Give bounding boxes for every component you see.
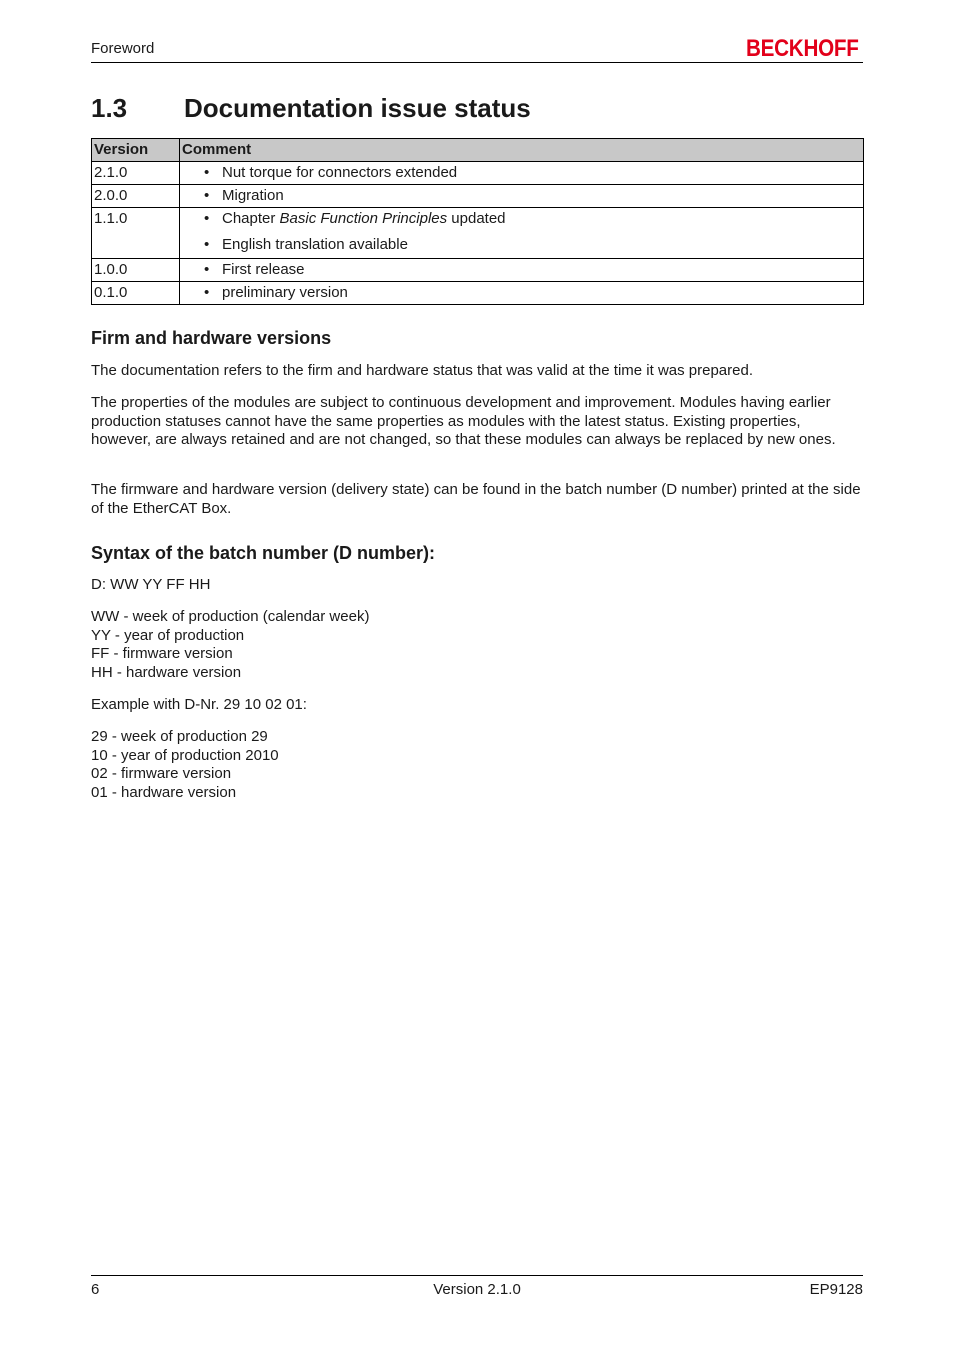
- bullet-icon: •: [204, 284, 210, 301]
- firm-paragraph-2: The properties of the modules are subject to continuous development and improvement. Modules having earlier production statuses cannot have the same properties as modules with the latest status. Existing properties, however, are always retained and are not changed, so that these modules can always be replaced by new ones.: [91, 394, 836, 448]
- column-header-comment: Comment: [180, 139, 864, 162]
- header-section-title: Foreword: [91, 40, 155, 57]
- column-header-version: Version: [92, 139, 180, 162]
- firm-paragraph-3: The firmware and hardware version (delivery state) can be found in the batch number (D number) printed at the side of the EtherCAT Box.: [91, 481, 861, 517]
- comment-cell: [180, 162, 864, 185]
- list-item: 29 - week of production 29: [91, 728, 268, 745]
- comment-cell: [180, 208, 864, 259]
- section-number: 1.3: [91, 93, 128, 123]
- comment-item: • preliminary version: [204, 282, 861, 304]
- version-cell: 1.1.0: [92, 208, 180, 259]
- section-title: Documentation issue status: [184, 93, 531, 123]
- footer-divider: [91, 1275, 863, 1276]
- table-row: [92, 282, 864, 305]
- list-item: 01 - hardware version: [91, 783, 237, 801]
- beckhoff-logo: BECKHOFF: [746, 35, 859, 62]
- version-cell: 0.1.0: [92, 282, 180, 305]
- version-cell: 2.0.0: [92, 185, 180, 208]
- header-divider: [91, 62, 863, 63]
- list-item: YY - year of production: [91, 626, 245, 644]
- table-row: [92, 259, 864, 282]
- list-item: HH - hardware version: [91, 663, 242, 681]
- comment-item: • English translation available: [204, 234, 861, 256]
- version-cell: 1.0.0: [92, 259, 180, 282]
- bullet-icon: •: [204, 187, 210, 204]
- bullet-icon: •: [204, 164, 210, 181]
- comment-cell: [180, 282, 864, 305]
- comment-cell: [180, 185, 864, 208]
- list-item: WW - week of production (calendar week): [91, 608, 370, 625]
- comment-item: • Migration: [204, 185, 861, 207]
- example-intro: Example with D-Nr. 29 10 02 01:: [91, 696, 307, 713]
- list-item: FF - firmware version: [91, 645, 233, 662]
- bullet-icon: •: [204, 236, 210, 253]
- table-row: [92, 185, 864, 208]
- bullet-icon: •: [204, 261, 210, 278]
- example-list: [91, 728, 863, 802]
- comment-item: • First release: [204, 259, 861, 281]
- product-name: EP9128: [809, 1281, 863, 1298]
- list-item: 02 - firmware version: [91, 765, 232, 782]
- batch-legend: [91, 608, 863, 682]
- batch-format: D: WW YY FF HH: [91, 576, 211, 593]
- version-cell: 2.1.0: [92, 162, 180, 185]
- table-row: [92, 162, 864, 185]
- issue-status-table: [91, 138, 864, 305]
- comment-item: • Chapter Basic Function Principles updated: [204, 208, 861, 230]
- syntax-heading: Syntax of the batch number (D number):: [91, 543, 436, 563]
- list-item: 10 - year of production 2010: [91, 746, 279, 764]
- firm-hardware-heading: Firm and hardware versions: [91, 328, 332, 348]
- firm-paragraph-1: The documentation refers to the firm and hardware status that was valid at the time it was prepared.: [91, 362, 753, 379]
- page-number: 6: [91, 1281, 100, 1298]
- comment-cell: [180, 259, 864, 282]
- bullet-icon: •: [204, 210, 210, 227]
- table-header-row: [92, 139, 864, 162]
- table-row: [92, 208, 864, 259]
- emphasized-chapter-name: Basic Function Principles: [279, 210, 448, 227]
- comment-item: • Nut torque for connectors extended: [204, 162, 861, 184]
- document-version: Version 2.1.0: [433, 1281, 521, 1298]
- page-title: [91, 92, 531, 124]
